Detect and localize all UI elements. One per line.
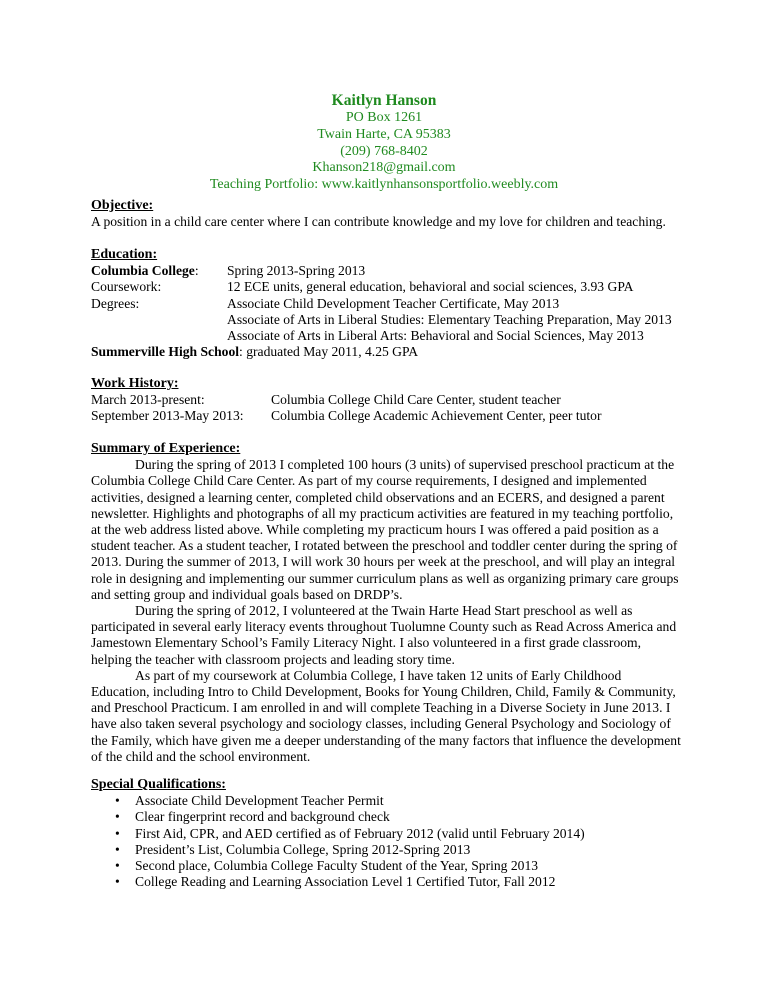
list-item: • Associate Child Development Teacher Permit: [115, 793, 384, 809]
summary-paragraph: As part of my coursework at Columbia College, I have taken 12 units of Early Childhood Education, including Intro to Child Development, Books for Young Children, Child, Family & Community, and Preschool Practicum. I am enrolled in and will complete Teaching in a Diverse Society in June 2013. I have also taken several psychology and sociology classes, including General Psychology and Sociology of the Family, which have given me a deeper understanding of the many factors that influence the development of the child and the school environment.: [91, 667, 681, 764]
candidate-name: Kaitlyn Hanson: [331, 92, 437, 109]
education-heading: Education:: [91, 247, 158, 262]
address-line-2: Twain Harte, CA 95383: [317, 126, 451, 142]
education-degrees-row: [91, 312, 691, 328]
education-college-row: [91, 263, 691, 279]
address-line-1: PO Box 1261: [345, 110, 423, 125]
bullet-icon: •: [115, 825, 120, 841]
summary-paragraph: During the spring of 2013 I completed 100 hours (3 units) of supervised preschool practicum at the Columbia College Child Care Center. As part of my course requirements, I designed and implemented activities, designed a learning center, completed child observations and an ECERS, and designed a parent newsletter. Highlights and photographs of all my practicum activities are featured in my teaching portfolio, at the web address listed above. While completing my practicum hours I was offered a paid position as a student teacher. As a student teacher, I rotated between the preschool and toddler center during the spring of 2013. During the summer of 2013, I will work 30 hours per week at the preschool, and will play an integral role in designing and implementing our summer curriculum plans as well as organizing primary care groups and setting group and individual goals based on DRDP’s.: [91, 457, 679, 602]
portfolio-link: Teaching Portfolio: www.kaitlynhansonsportfolio.weebly.com: [209, 177, 559, 193]
bullet-icon: •: [115, 841, 120, 857]
list-item: • President’s List, Columbia College, Spring 2012-Spring 2013: [115, 841, 471, 857]
degree-item: Associate of Arts in Liberal Studies: Elementary Teaching Preparation, May 2013: [227, 311, 672, 327]
college-label: Columbia College: [91, 263, 195, 279]
work-position: Columbia College Child Care Center, student teacher: [271, 392, 561, 408]
work-history-row: [91, 392, 691, 408]
highschool-value: : graduated May 2011, 4.25 GPA: [239, 344, 419, 360]
education-degrees-row: [91, 296, 691, 312]
bullet-icon: •: [115, 793, 120, 809]
education-highschool-row: [91, 344, 691, 360]
coursework-value: 12 ECE units, general education, behavioral and social sciences, 3.93 GPA: [227, 279, 634, 295]
phone-number: (209) 768-8402: [340, 143, 428, 159]
list-item: • First Aid, CPR, and AED certified as of February 2012 (valid until February 2014): [115, 825, 585, 841]
degrees-label: Degrees:: [91, 295, 140, 311]
work-history-section: [91, 376, 691, 425]
education-degrees-row: [91, 328, 691, 344]
email-address: Khanson218@gmail.com: [312, 160, 456, 176]
highschool-label: Summerville High School: [91, 344, 240, 360]
objective-text: A position in a child care center where I can contribute knowledge and my love for children and teaching.: [91, 214, 666, 230]
qualifications-section: [91, 777, 691, 890]
list-item: • Clear fingerprint record and background check: [115, 809, 390, 825]
bullet-icon: •: [115, 874, 120, 890]
bullet-icon: •: [115, 809, 120, 825]
work-history-row: [91, 408, 691, 424]
education-section: [91, 247, 691, 360]
education-coursework-row: [91, 279, 691, 295]
contact-header: [0, 92, 768, 194]
summary-heading: Summary of Experience:: [91, 441, 241, 456]
coursework-label: Coursework:: [91, 279, 162, 295]
work-dates: March 2013-present:: [91, 392, 205, 408]
objective-heading: Objective:: [91, 198, 154, 213]
work-dates: September 2013-May 2013:: [91, 408, 244, 424]
summary-paragraph: During the spring of 2012, I volunteered at the Twain Harte Head Start preschool as well as participated in several early literacy events throughout Tuolumne County such as Read Across America and Jamestown Elementary School’s Family Literacy Night. I also volunteered in a first grade classroom, helping the teacher with classroom projects and leading story time.: [91, 603, 677, 667]
list-item: • Second place, Columbia College Faculty Student of the Year, Spring 2013: [115, 858, 539, 874]
work-history-heading: Work History:: [91, 376, 179, 391]
degree-item: Associate of Arts in Liberal Arts: Behavioral and Social Sciences, May 2013: [227, 328, 644, 344]
college-label-suffix: :: [194, 263, 199, 279]
degree-item: Associate Child Development Teacher Certificate, May 2013: [227, 295, 560, 311]
objective-section: [91, 198, 691, 230]
summary-section: [91, 441, 691, 765]
college-dates: Spring 2013-Spring 2013: [227, 263, 366, 279]
list-item: • College Reading and Learning Association Level 1 Certified Tutor, Fall 2012: [115, 874, 556, 890]
qualifications-list: [91, 793, 691, 890]
bullet-icon: •: [115, 858, 120, 874]
qualifications-heading: Special Qualifications:: [91, 777, 226, 792]
work-position: Columbia College Academic Achievement Center, peer tutor: [271, 408, 602, 424]
